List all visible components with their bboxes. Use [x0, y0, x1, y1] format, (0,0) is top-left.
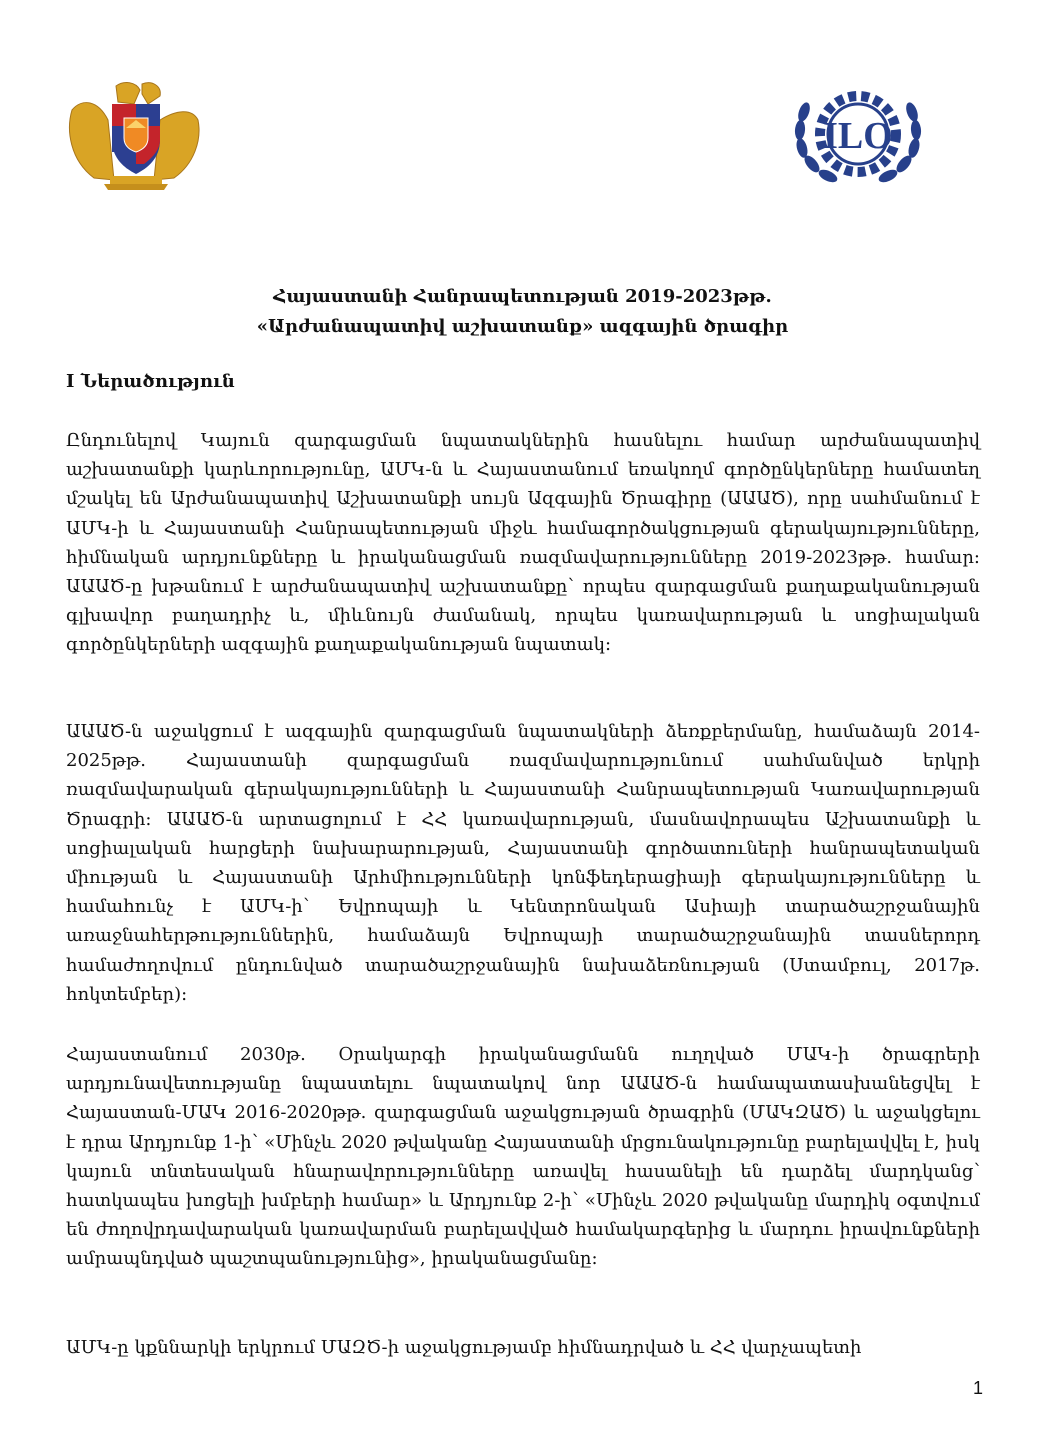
ilo-logo-icon	[790, 82, 926, 190]
armenia-coat-of-arms-icon	[64, 80, 206, 192]
title-line-2: «Արժանապատիվ աշխատանք» ազգային ծրագիր	[256, 316, 789, 337]
paragraph-4: ԱՄԿ-ը կքննարկի երկրում ՄԱԶԾ-ի աջակցությամբ հիմնադրված և ՀՀ վարչապետի	[66, 1337, 862, 1358]
title-line-1: Հայաստանի Հանրապետության 2019-2023թթ.	[273, 286, 772, 307]
paragraph-1: Ընդունելով Կայուն զարգացման նպատակներին հասնելու համար արժանապատիվ աշխատանքի կարևորությունը, ԱՄԿ-ն և Հայաստանում եռակողմ գործընկերները համատեղ մշակել են Արժանապատիվ Աշխատանքի սույն Ազգային Ծրագիրը (ԱԱԱԾ), որը սահմանում է ԱՄԿ-ի և Հայաստանի Հանրապետության միջև համագործակցության գերակայությունները, հիմնական արդյունքները և իրականացման ռազմավարությունները 2019-2023թթ. համար: ԱԱԱԾ-ը խթանում է արժանապատիվ աշխատանքը՝ որպես զարգացման քաղաքականության գլխավոր բաղադրիչ և, միևնույն ժամանակ, որպես կառավարության և սոցիալական գործընկերների ազգային քաղաքականության նպատակ:	[66, 430, 980, 656]
svg-text:ILO: ILO	[823, 115, 893, 157]
page-number: 1	[972, 1378, 983, 1398]
section-heading: I Ներածություն	[66, 371, 235, 392]
paragraph-3: Հայաստանում 2030թ. Օրակարգի իրականացմանն ուղղված ՄԱԿ-ի ծրագրերի արդյունավետությանը նպաստելու նպատակով նոր ԱԱԱԾ-ն համապատասխանեցվել է Հայաստան-ՄԱԿ 2016-2020թթ. զարգացման աջակցության ծրագրին (ՄԱԿԶԱԾ) և աջակցելու է դրա Արդյունք 1-ի՝ «Մինչև 2020 թվականը Հայաստանի մրցունակությունը բարելավվել է, իսկ կայուն տնտեսական հնարավորությունները առավել հասանելի են դարձել մարդկանց՝ հատկապես խոցելի խմբերի համար» և Արդյունք 2-ի՝ «Մինչև 2020 թվականը մարդիկ օգտվում են ժողովրդավարական կառավարման բարելավված համակարգերից և մարդու իրավունքների ամրապնդված պաշտպանությունից», իրականացմանը:	[66, 1044, 980, 1270]
document-title	[0, 282, 1045, 342]
paragraph-2: ԱԱԱԾ-ն աջակցում է ազգային զարգացման նպատակների ձեռքբերմանը, համաձայն 2014-2025թթ. Հայաստանի զարգացման ռազմավարությունում սահմանված երկրի ռազմավարական գերակայությունների և Հայաստանի Հանրապետության Կառավարության Ծրագրի: ԱԱԱԾ-ն արտացոլում է ՀՀ կառավարության, մասնավորապես Աշխատանքի և սոցիալական հարցերի նախարարության, Հայաստանի գործատուների հանրապետական միության և Հայաստանի Արհմիությունների կոնֆեդերացիայի գերակայությունները և համահունչ է ԱՄԿ-ի՝ Եվրոպայի և Կենտրոնական Ասիայի տարածաշրջանային առաջնահերթություններին, համաձայն Եվրոպայի տարածաշրջանային տասներորդ համաժողովում ընդունված տարածաշրջանային նախաձեռնության (Ստամբուլ, 2017թ. հոկտեմբեր):	[66, 721, 980, 1005]
